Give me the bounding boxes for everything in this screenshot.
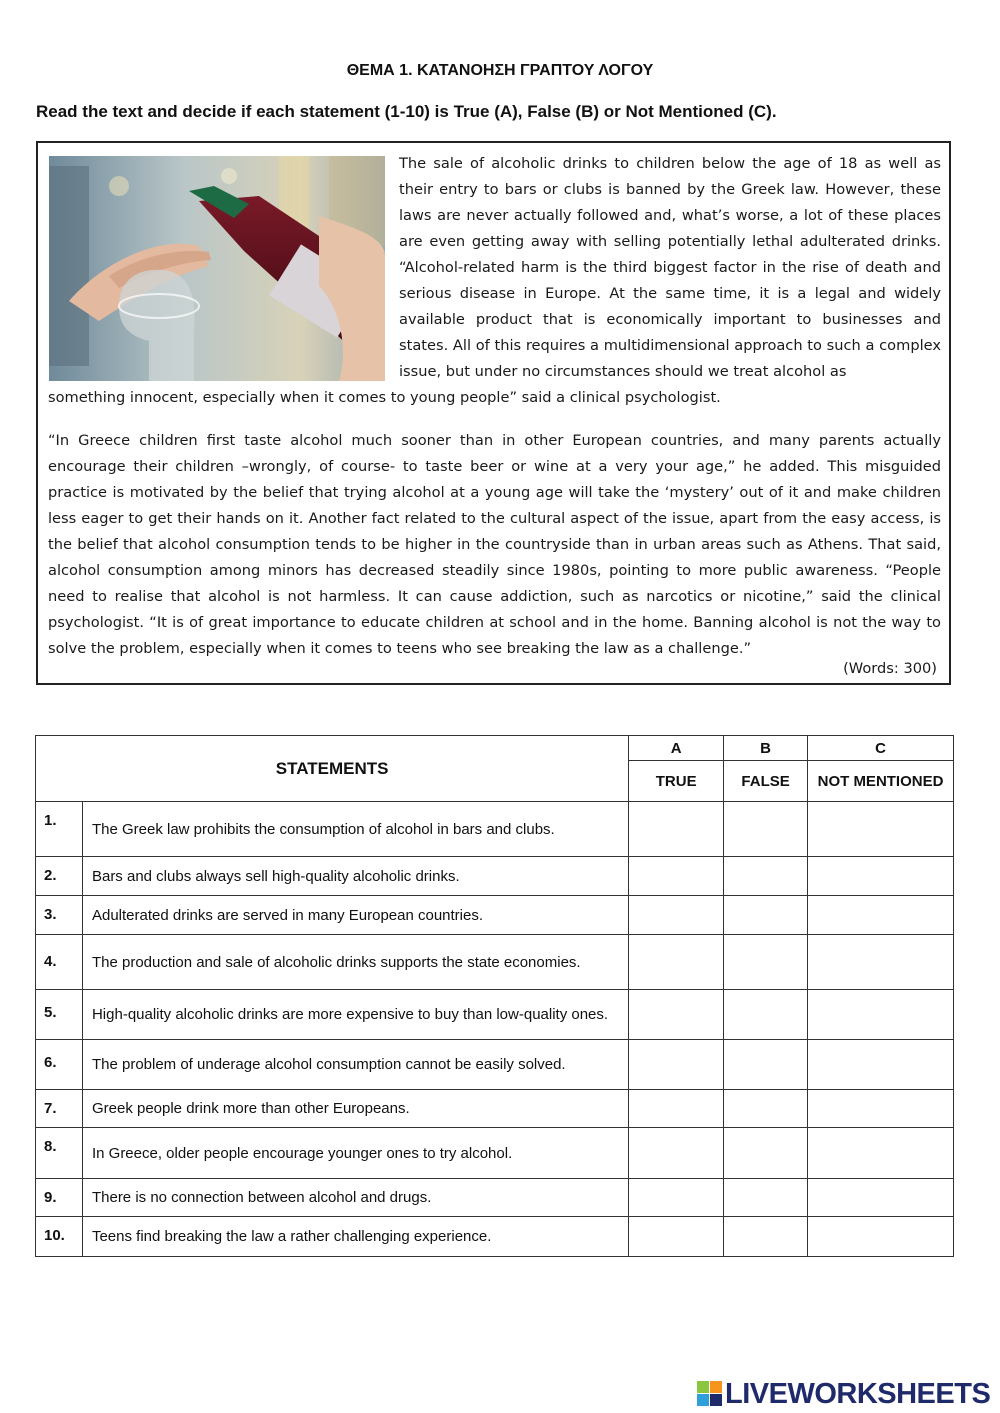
table-row	[36, 857, 954, 896]
answer-cell-false[interactable]	[724, 857, 808, 896]
answer-cell-true[interactable]	[629, 802, 724, 857]
answer-cell-not-mentioned[interactable]	[808, 802, 954, 857]
table-row	[36, 1128, 954, 1179]
answer-cell-true[interactable]	[629, 1179, 724, 1217]
table-row	[36, 1179, 954, 1217]
statement-number: 5.	[36, 990, 83, 1040]
answer-cell-not-mentioned[interactable]	[808, 1217, 954, 1257]
answer-cell-true[interactable]	[629, 1128, 724, 1179]
table-row	[36, 1090, 954, 1128]
answer-cell-true[interactable]	[629, 1090, 724, 1128]
answer-cell-false[interactable]	[724, 1217, 808, 1257]
statement-number: 2.	[36, 857, 83, 896]
statement-text: Adulterated drinks are served in many European countries.	[82, 896, 628, 935]
statement-text: Bars and clubs always sell high-quality alcoholic drinks.	[82, 857, 628, 896]
page-title: ΘΕΜΑ 1. ΚΑΤΑΝΟΗΣΗ ΓΡΑΠΤΟΥ ΛΟΓΟΥ	[346, 62, 654, 79]
statement-text: High-quality alcoholic drinks are more expensive to buy than low-quality ones.	[82, 990, 628, 1040]
table-row	[36, 935, 954, 990]
table-row	[36, 990, 954, 1040]
answer-cell-not-mentioned[interactable]	[808, 857, 954, 896]
answer-cell-not-mentioned[interactable]	[808, 896, 954, 935]
statements-header: STATEMENTS	[36, 736, 629, 802]
statement-text: The problem of underage alcohol consumption cannot be easily solved.	[82, 1040, 628, 1090]
passage-paragraph-2: “In Greece children first taste alcohol much sooner than in other European countries, and many parents actually encourage their children –wrongly, of course- to taste beer or wine at a very your age,” he added. This misguided practice is motivated by the belief that trying alcohol at a young age will take the ‘mystery’ out of it and make children less eager to get their hands on it. Another fact related to the cultural aspect of the issue, apart from the easy access, is the belief that alcohol consumption tends to be higher in the countryside than in urban areas such as Athens. That said, alcohol consumption among minors has decreased steadily since 1980s, pointing to more public awareness. “People need to realise that alcohol is not harmless. It can cause addiction, such as narcotics or nicotine,” said the clinical psychologist. “It is of great importance to educate children at school and in the home. Banning alcohol is not the way to solve the problem, especially when it comes to teens who see breaking the law as a challenge.”	[48, 432, 941, 657]
answer-cell-false[interactable]	[724, 1128, 808, 1179]
table-row	[36, 1217, 954, 1257]
column-false-label: FALSE	[724, 761, 808, 802]
table-row	[36, 1040, 954, 1090]
reading-passage-box	[36, 141, 951, 685]
statement-number: 7.	[36, 1090, 83, 1128]
table-row	[36, 802, 954, 857]
statement-text: In Greece, older people encourage younger ones to try alcohol.	[82, 1128, 628, 1179]
answer-cell-true[interactable]	[629, 1217, 724, 1257]
answer-cell-false[interactable]	[724, 896, 808, 935]
statement-text: The Greek law prohibits the consumption of alcohol in bars and clubs.	[82, 802, 628, 857]
passage-paragraph-1: The sale of alcoholic drinks to children below the age of 18 as well as their entry to bars or clubs is banned by the Greek law. However, these laws are never actually followed and, what’s worse, a lot of these places are even getting away with selling potentially lethal adulterated drinks. “Alcohol-related harm is the third biggest factor in the rise of death and serious disease in Europe. At the same time, it is a legal and widely available product that is economically important to businesses and states. All of this requires a multidimensional approach to such a complex issue, but under no circumstances should we treat alcohol as	[399, 155, 941, 380]
answer-cell-true[interactable]	[629, 935, 724, 990]
liveworksheets-logo	[697, 1377, 990, 1411]
answer-cell-not-mentioned[interactable]	[808, 1128, 954, 1179]
answer-cell-not-mentioned[interactable]	[808, 1179, 954, 1217]
answer-cell-false[interactable]	[724, 1090, 808, 1128]
column-a-letter: A	[629, 736, 724, 761]
wine-bottle-photo	[49, 156, 385, 381]
table-row	[36, 896, 954, 935]
answer-cell-true[interactable]	[629, 896, 724, 935]
statement-number: 6.	[36, 1040, 83, 1090]
column-b-letter: B	[724, 736, 808, 761]
statement-number: 8.	[36, 1128, 83, 1179]
answer-cell-not-mentioned[interactable]	[808, 1040, 954, 1090]
statement-number: 10.	[36, 1217, 83, 1257]
statement-number: 4.	[36, 935, 83, 990]
passage-paragraph-1-end: something innocent, especially when it comes to young people” said a clinical psychologist.	[48, 389, 721, 406]
column-true-label: TRUE	[629, 761, 724, 802]
answer-cell-not-mentioned[interactable]	[808, 1090, 954, 1128]
answer-cell-not-mentioned[interactable]	[808, 935, 954, 990]
statement-text: Greek people drink more than other Europeans.	[82, 1090, 628, 1128]
statements-table	[35, 735, 954, 1257]
statement-number: 9.	[36, 1179, 83, 1217]
statement-text: Teens find breaking the law a rather challenging experience.	[82, 1217, 628, 1257]
word-count: (Words: 300)	[843, 660, 937, 677]
answer-cell-true[interactable]	[629, 1040, 724, 1090]
answer-cell-true[interactable]	[629, 857, 724, 896]
instructions: Read the text and decide if each statement (1-10) is True (A), False (B) or Not Mentioned (C).	[36, 102, 777, 121]
answer-cell-false[interactable]	[724, 802, 808, 857]
liveworksheets-logo-icon	[697, 1381, 723, 1407]
answer-cell-false[interactable]	[724, 1040, 808, 1090]
statement-text: The production and sale of alcoholic drinks supports the state economies.	[82, 935, 628, 990]
column-c-letter: C	[808, 736, 954, 761]
answer-cell-false[interactable]	[724, 1179, 808, 1217]
answer-cell-false[interactable]	[724, 935, 808, 990]
column-not-mentioned-label: NOT MENTIONED	[808, 761, 954, 802]
answer-cell-false[interactable]	[724, 990, 808, 1040]
liveworksheets-logo-text: LIVEWORKSHEETS	[725, 1377, 991, 1410]
statement-number: 3.	[36, 896, 83, 935]
answer-cell-true[interactable]	[629, 990, 724, 1040]
answer-cell-not-mentioned[interactable]	[808, 990, 954, 1040]
statement-text: There is no connection between alcohol and drugs.	[82, 1179, 628, 1217]
statement-number: 1.	[36, 802, 83, 857]
